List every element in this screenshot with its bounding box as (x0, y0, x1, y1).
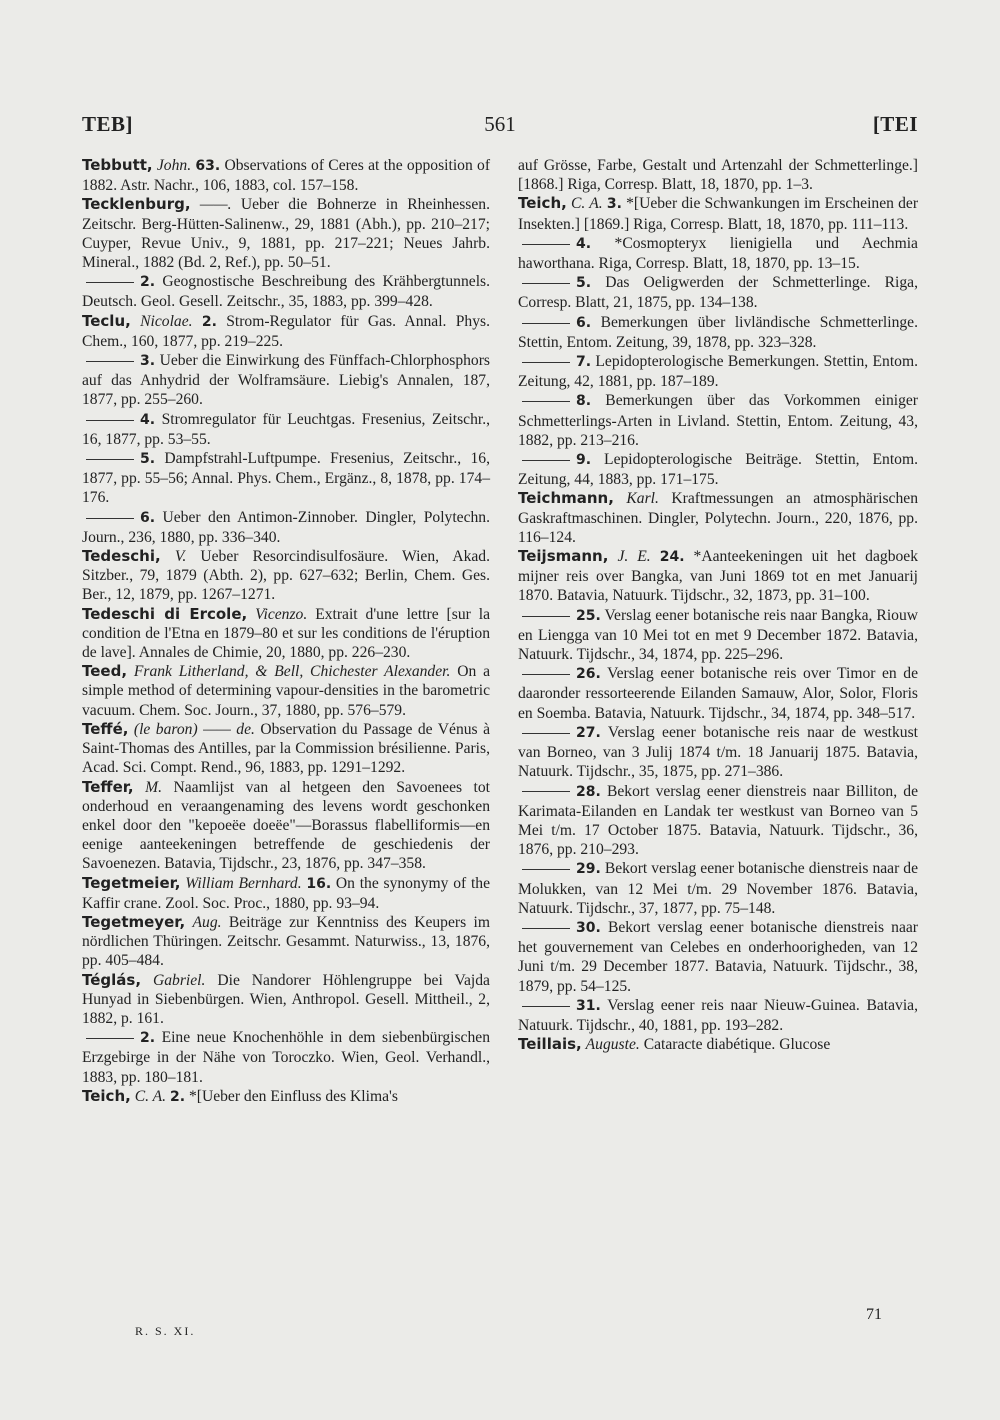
bibliography-entry (518, 352, 918, 391)
entry-number: 2. (140, 1030, 156, 1047)
entry-text: *Aanteekeningen uit het dagboek mijner reis over Bangka, van Juni 1869 tot en met Januarij 1870. Batavia, Natuurk. Tijdschr., 32, 1873, pp. 31–100. (518, 548, 918, 605)
author-forename: ——. (199, 196, 232, 214)
entry-text: Observations of Ceres at the opposition of 1882. Astr. Nachr., 106, 1883, col. 157–158. (82, 157, 491, 195)
bibliography-entry (82, 195, 490, 272)
author-forename: Gabriel. (152, 971, 206, 989)
entry-text: Ueber die Einwirkung des Fünffach-Chlorphosphors auf das Anhydrid der Wolframsäure. Liebig's Annalen, 187, 1877, pp. 255–260. (82, 352, 490, 409)
sheet-number: 71 (866, 1306, 882, 1323)
entry-number: 3. (606, 196, 622, 213)
bibliography-entry (518, 723, 918, 782)
bibliography-entry (518, 194, 918, 233)
repeat-author-dash (522, 674, 570, 675)
bibliography-entry (518, 391, 918, 450)
bibliography-entry (82, 778, 490, 874)
entry-number: 4. (576, 235, 592, 252)
bibliography-entry (82, 272, 490, 311)
author-surname: Tecklenburg, (82, 195, 191, 214)
entry-number: 2. (140, 274, 156, 291)
repeat-author-dash (86, 420, 134, 421)
entry-text: Bemerkungen über livländische Schmetterlinge. Stettin, Entom. Zeitung, 39, 1878, pp. 323–328. (518, 313, 918, 351)
entry-text: Ueber die Bohnerze in Rheinhessen. Zeitschr. Berg-Hütten-Salinenw., 29, 1881 (Abh.), pp. 210–217; Cuyper, Revue Univ., 9, 1881, pp. 217–221; Neues Jahrb. Mineral., 1882 (Bd. 2, Ref.), pp. 50–51. (82, 196, 490, 272)
entry-number: 26. (576, 666, 601, 683)
entry-number: 2. (201, 313, 217, 330)
repeat-author-dash (522, 1006, 570, 1007)
header-right-guide: [TEI (872, 112, 918, 136)
entry-number: 5. (140, 451, 156, 468)
entry-text: Beiträge zur Kenntniss des Keupers im nördlichen Thüringen. Zeitschr. Gesammt. Naturwiss., 13, 1876, pp. 405–484. (82, 913, 490, 970)
author-surname: Teed, (82, 662, 128, 681)
entry-number: 28. (576, 783, 601, 800)
entry-text: Naamlijst van al hetgeen den Savoenees tot onderhoud en veraangenaming des levens wordt geschonken enkel door den "kepoeëe doeëe"—Borassus flabelliformis—en eenige aanteekeningen betreffende de geschiedenis der Savoenezen. Batavia, Tijdschr., 23, 1876, pp. 347–358. (82, 778, 491, 873)
repeat-author-dash (522, 401, 570, 402)
author-surname: Tegetmeier, (82, 873, 181, 892)
entry-text: Bekort verslag eener dienstreis naar Billiton, de Karimata-Eilanden en Landak ter westkust van Borneo van 5 Mei t/m. 17 October 1875. Batavia, Natuurk. Tijdschr., 36, 1876, pp. 210–293. (518, 782, 918, 859)
entry-number: 31. (576, 997, 601, 1014)
author-surname: Teichmann, (518, 489, 614, 508)
entry-number: 30. (576, 919, 601, 936)
author-surname: Tedeschi di Ercole, (82, 604, 248, 623)
entry-number: 7. (576, 354, 592, 371)
author-forename: John. (156, 157, 192, 174)
repeat-author-dash (86, 282, 134, 283)
entry-text: Dampfstrahl-Luftpumpe. Fresenius, Zeitschr., 16, 1877, pp. 55–56; Annal. Phys. Chem., Ergänz., 8, 1878, pp. 174–176. (82, 450, 490, 507)
bibliography-entry (518, 782, 918, 860)
bibliography-entry (518, 273, 918, 312)
entry-number: 8. (576, 393, 592, 410)
repeat-author-dash (86, 518, 134, 519)
page-header (82, 112, 918, 142)
entry-number: 9. (576, 452, 592, 469)
entry-number: 27. (576, 724, 601, 741)
entry-text: Stromregulator für Leuchtgas. Fresenius, Zeitschr., 16, 1877, pp. 53–55. (82, 410, 491, 448)
author-surname: Teclu, (82, 311, 131, 330)
bibliography-entry (518, 489, 918, 547)
entry-text: Ueber Resorcindisulfosäure. Wien, Akad. Sitzber., 79, 1879 (Abth. 2), pp. 627–632; Berlin, Chem. Ges. Ber., 12, 1879, pp. 1267–1271. (82, 548, 490, 604)
repeat-author-dash (522, 244, 570, 245)
entry-text: Extrait d'une lettre [sur la condition de l'Etna en 1879–80 et sur les conditions de l'éruption de lave]. Annales de Chimie, 20, 1880, pp. 226–230. (82, 605, 490, 662)
entry-number: 4. (140, 411, 156, 428)
bibliography-entry (82, 547, 490, 605)
author-forename: C. A. (571, 195, 603, 213)
author-surname: Tebbutt, (82, 156, 153, 174)
bibliography-entry (82, 605, 490, 663)
bibliography-entry (518, 664, 918, 723)
entry-number: 24. (659, 549, 685, 566)
repeat-author-dash (522, 362, 570, 363)
author-surname: Teffer, (82, 777, 134, 796)
bibliography-entry (518, 918, 918, 996)
bibliography-entry (82, 312, 490, 351)
author-forename: V. (174, 548, 187, 566)
entry-text: auf Grösse, Farbe, Gestalt und Artenzahl der Schmetterlinge.] [1868.] Riga, Corresp. Blatt, 18, 1870, pp. 1–3. (518, 157, 918, 194)
entry-number: 3. (140, 353, 156, 370)
entry-text: Verslag eener reis naar Nieuw-Guinea. Batavia, Natuurk. Tijdschr., 40, 1881, pp. 193–282. (518, 996, 918, 1034)
right-column (518, 156, 918, 1054)
repeat-author-dash (522, 283, 570, 284)
entry-number: 29. (576, 861, 601, 878)
bibliography-entry (518, 313, 918, 352)
bibliography-entry (518, 859, 918, 918)
entry-text: Bemerkungen über das Vorkommen einiger Schmetterlings-Arten in Livland. Stettin, Entom. Zeitung, 43, 1882, pp. 213–216. (518, 392, 918, 449)
bibliography-entry (82, 156, 490, 195)
entry-text: Das Oeligwerden der Schmetterlinge. Riga, Corresp. Blatt, 21, 1875, pp. 134–138. (518, 274, 918, 312)
entry-number: 63. (195, 158, 221, 174)
author-forename: Nicolae. (140, 312, 193, 330)
entry-number: 25. (576, 607, 601, 624)
entry-text: *[Ueber die Schwankungen im Erscheinen der Insekten.] [1869.] Riga, Corresp. Blatt, 18, 1870, pp. 111–113. (518, 195, 919, 233)
entry-number: 16. (306, 875, 332, 892)
entry-text: Eine neue Knochenhöhle in dem siebenbürgischen Erzgebirge in der Nähe von Toroczko. Wien, Geol. Verhandl., 1883, pp. 180–181. (82, 1029, 490, 1086)
page-number: 561 (484, 112, 516, 136)
entry-text: Strom-Regulator für Gas. Annal. Phys. Chem., 160, 1877, pp. 219–225. (82, 312, 490, 350)
entry-number: 5. (576, 275, 592, 292)
entry-text: Geognostische Beschreibung des Krähbergtunnels. Deutsch. Geol. Gesell. Zeitschr., 35, 1883, pp. 399–428. (82, 273, 490, 311)
bibliography-entry (82, 508, 490, 547)
author-forename: C. A. (134, 1087, 167, 1105)
entry-text: Ueber den Antimon-Zinnober. Dingler, Polytechn. Journ., 236, 1880, pp. 336–340. (82, 508, 490, 546)
repeat-author-dash (522, 869, 570, 870)
entry-text: On a simple method of determining vapour-densities in the barometric vacuum. Chem. Soc. Journ., 37, 1880, pp. 576–579. (82, 663, 490, 719)
entry-number: 6. (140, 509, 156, 526)
bibliography-entry (82, 971, 490, 1029)
author-surname: Teijsmann, (518, 547, 609, 566)
author-surname: Teffé, (82, 719, 129, 738)
bibliography-entry (518, 156, 918, 194)
signature-mark: R. S. XI. (135, 1324, 196, 1338)
entry-number: 2. (169, 1088, 186, 1105)
author-forename: Aug. (192, 913, 222, 931)
repeat-author-dash (522, 791, 570, 792)
bibliography-entry (518, 450, 918, 489)
repeat-author-dash (86, 361, 134, 362)
entry-text: Bekort verslag eener botanische dienstreis naar het gouvernement van Celebes en onderhoorigheden, van 12 Juni t/m. 29 December 1877. Batavia, Natuurk. Tijdschr., 38, 1879, pp. 54–125. (518, 918, 919, 995)
repeat-author-dash (522, 928, 570, 929)
repeat-author-dash (522, 733, 570, 734)
entry-text: Verslag eener botanische reis naar Bangka, Riouw en Liengga van 10 Mei tot en met 9 December 1872. Batavia, Natuurk. Tijdschr., 34, 1874, pp. 225–296. (518, 606, 919, 664)
author-forename: M. (145, 778, 163, 796)
entry-text: Cataracte diabétique. Glucose (643, 1036, 831, 1054)
bibliography-entry (82, 913, 490, 971)
author-surname: Tedeschi, (82, 547, 161, 566)
bibliography-entry (82, 874, 490, 913)
entry-text: *Cosmopteryx lienigiella und Aechmia haworthana. Riga, Corresp. Blatt, 18, 1870, pp. 13–15. (518, 234, 918, 273)
entry-text: *[Ueber den Einfluss des Klima's (188, 1087, 398, 1105)
bibliography-entry (82, 351, 490, 410)
entry-text: Kraftmessungen an atmosphärischen Gaskraftmaschinen. Dingler, Polytechn. Journ., 220, 1876, pp. 116–124. (518, 490, 918, 546)
bibliography-entry (82, 1028, 490, 1087)
author-surname: Teich, (518, 194, 567, 213)
author-forename: Vicenzo. (255, 605, 308, 623)
repeat-author-dash (86, 1038, 134, 1039)
entry-text: On the synonymy of the Kaffir crane. Zool. Soc. Proc., 1880, pp. 93–94. (82, 874, 490, 912)
repeat-author-dash (522, 616, 570, 617)
bibliography-entry (82, 1087, 490, 1107)
author-surname: Tegetmeyer, (82, 912, 186, 931)
author-surname: Téglás, (82, 970, 142, 989)
left-column (82, 156, 490, 1107)
author-forename: Karl. (626, 490, 659, 508)
author-forename: (le baron) —— de. (133, 720, 255, 738)
repeat-author-dash (522, 323, 570, 324)
entry-text: Lepidopterologische Bemerkungen. Stettin, Entom. Zeitung, 42, 1881, pp. 187–189. (518, 353, 918, 391)
entry-number: 6. (576, 314, 592, 331)
entry-text: Lepidopterologische Beiträge. Stettin, Entom. Zeitung, 44, 1883, pp. 171–175. (518, 451, 918, 489)
header-left-guide: TEB] (82, 112, 134, 136)
entry-text: Die Nandorer Höhlengruppe bei Vajda Hunyad in Siebenbürgen. Wien, Anthropol. Gesell. Mittheil., 2, 1882, p. 161. (82, 971, 490, 1027)
bibliography-entry (518, 234, 918, 273)
author-forename: Auguste. (585, 1036, 640, 1054)
bibliography-entry (518, 1035, 918, 1054)
entry-text: Bekort verslag eener botanische dienstreis naar de Molukken, van 12 Mei t/m. 29 November 1876. Batavia, Natuurk. Tijdschr., 37, 1877, pp. 75–148. (518, 860, 918, 917)
author-forename: William Bernhard. (185, 874, 302, 892)
repeat-author-dash (522, 460, 570, 461)
entry-text: Verslag eener botanische reis over Timor en de daaronder ressorteerende Eilanden Samauw, Alor, Solor, Floris en Soemba. Batavia, Natuurk. Tijdschr., 34, 1874, pp. 348–517. (518, 665, 918, 722)
repeat-author-dash (86, 459, 134, 460)
author-forename: J. E. (617, 548, 651, 566)
bibliography-entry (518, 996, 918, 1035)
entry-text: Verslag eener botanische reis naar de westkust van Borneo, van 3 Julij 1874 t/m. 18 Januarij 1875. Batavia, Natuurk. Tijdschr., 35, 1875, pp. 271–386. (518, 723, 918, 781)
bibliography-entry (82, 410, 490, 449)
author-surname: Teich, (82, 1086, 131, 1105)
author-surname: Teillais, (518, 1035, 582, 1054)
entry-text: Observation du Passage de Vénus à Saint-Thomas des Antilles, par la Commission brésilienne. Paris, Acad. Sci. Compt. Rend., 96, 1883, pp. 1291–1292. (82, 720, 490, 777)
author-forename: Frank Litherland, & Bell, Chichester Alexander. (133, 663, 451, 681)
bibliography-entry (82, 449, 490, 508)
bibliography-entry (82, 720, 490, 778)
bibliography-entry (518, 606, 918, 665)
bibliography-entry (518, 547, 918, 606)
bibliography-entry (82, 662, 490, 720)
